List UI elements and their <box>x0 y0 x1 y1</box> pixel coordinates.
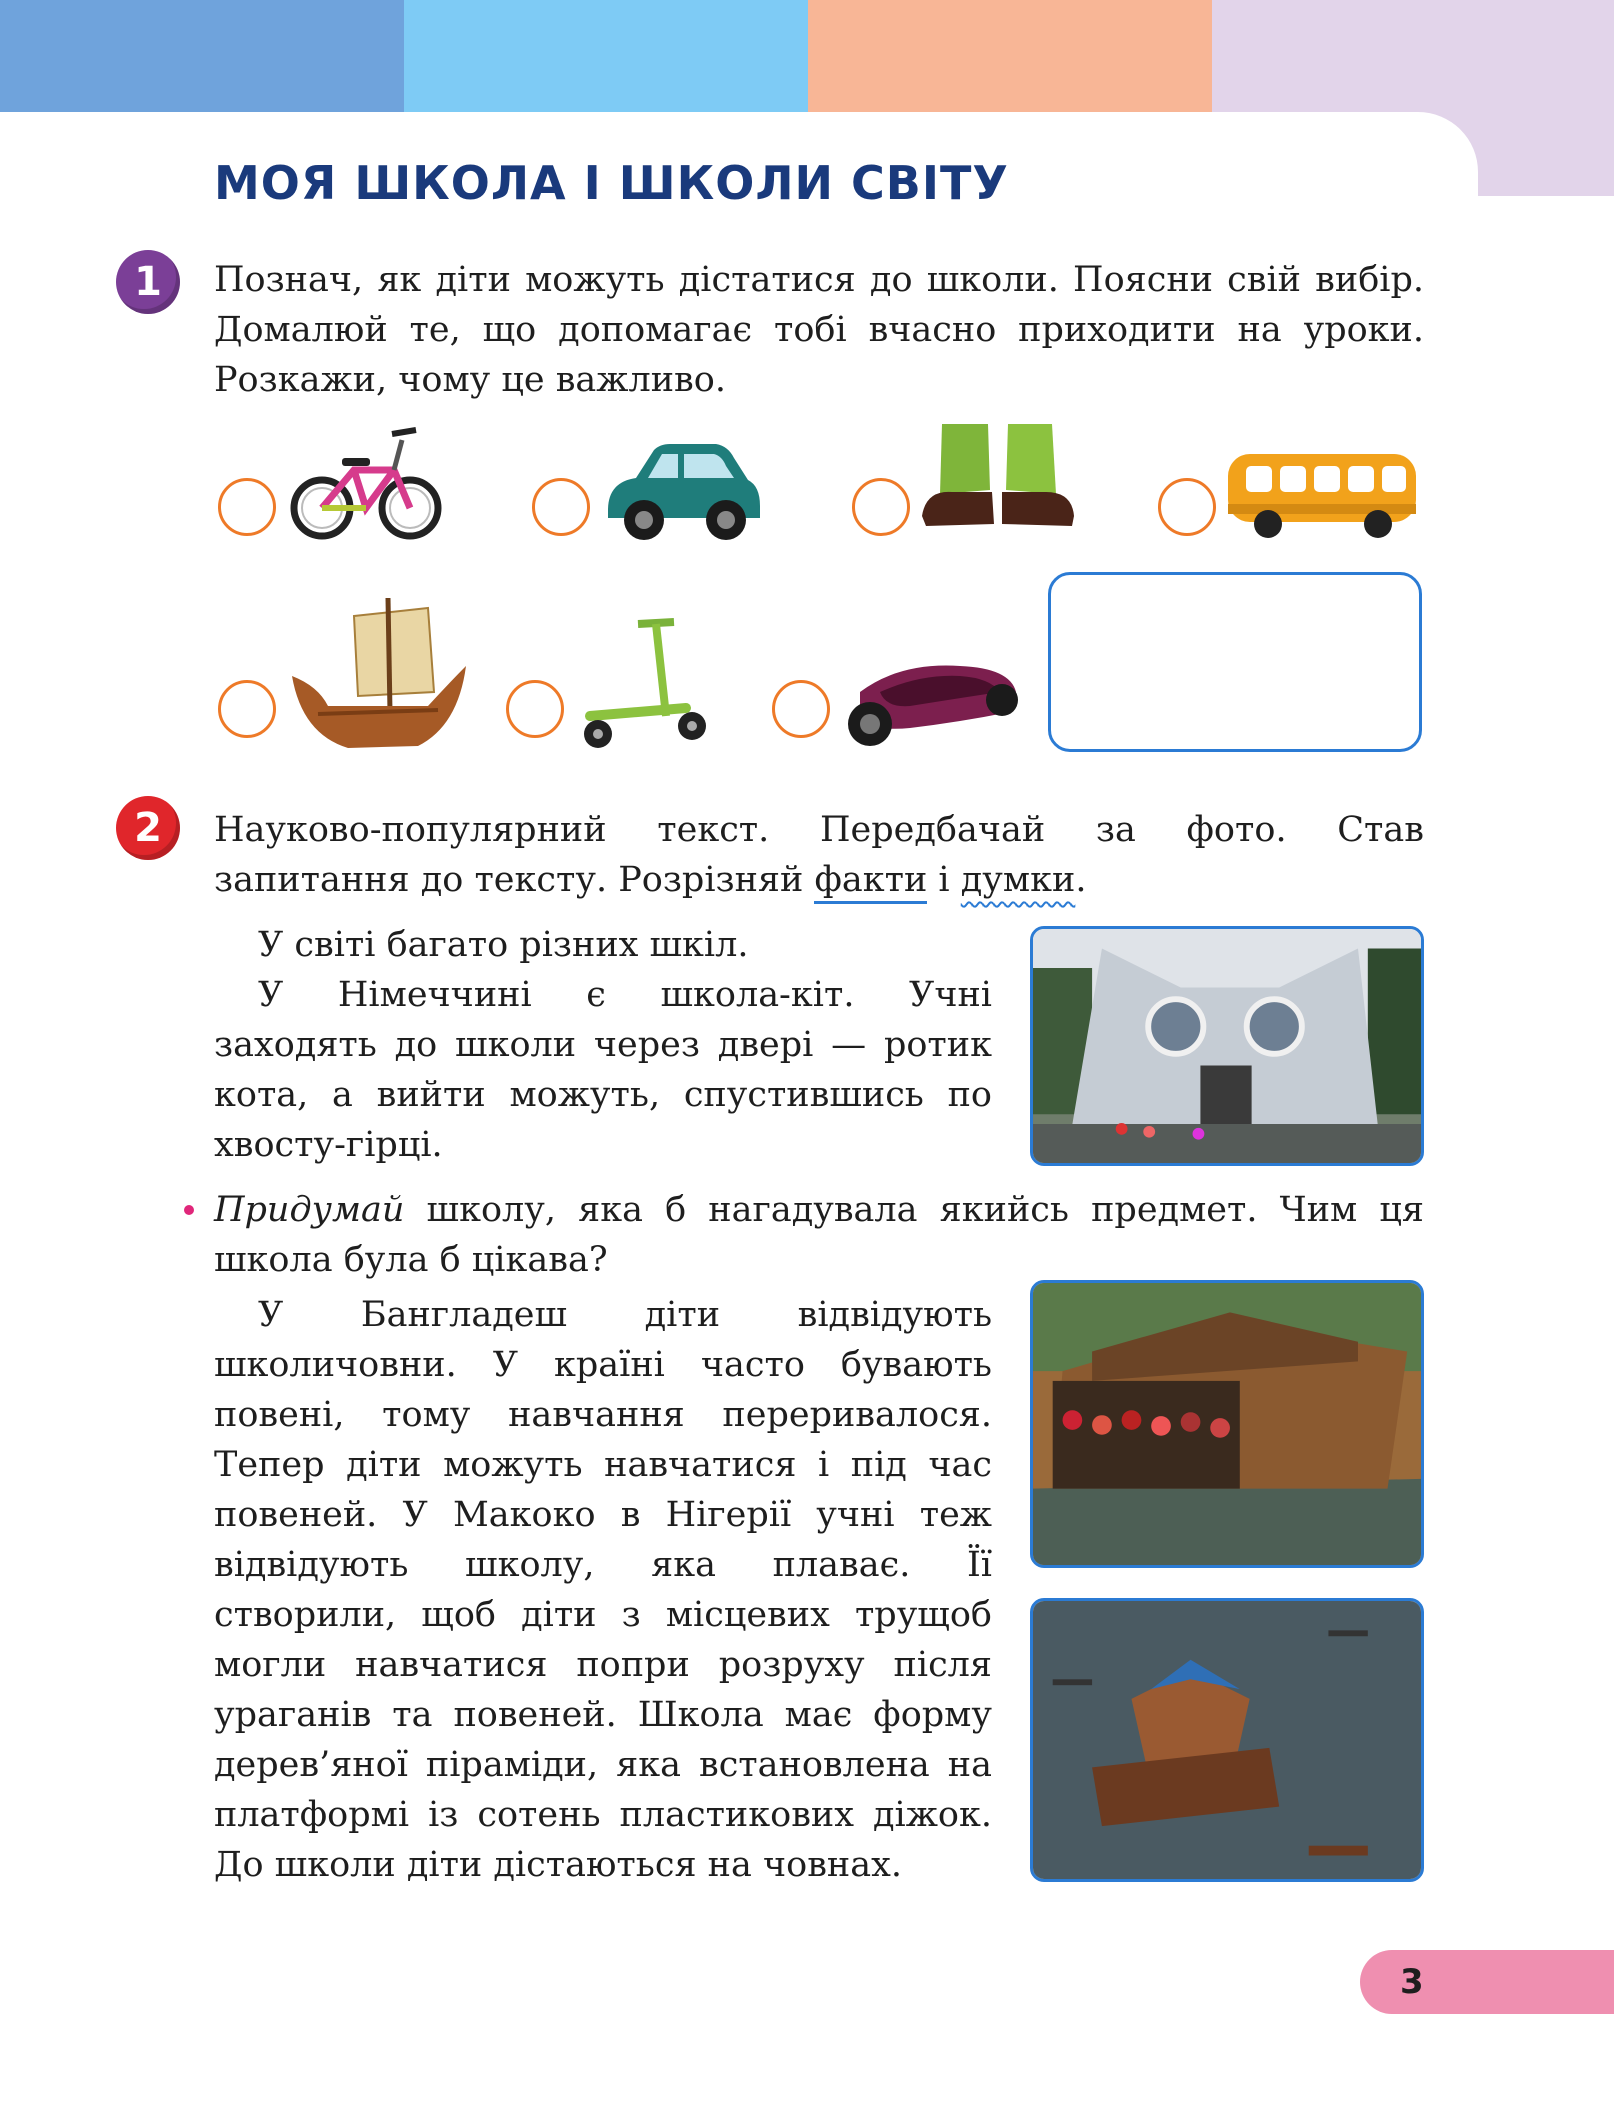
option-checkbox-car[interactable] <box>532 478 590 536</box>
task-number-1: 1 <box>116 250 180 314</box>
cat-school-photo <box>1030 926 1424 1166</box>
drawing-area[interactable] <box>1048 572 1422 752</box>
option-checkbox-bicycle[interactable] <box>218 478 276 536</box>
header-band-lightblue <box>404 0 808 112</box>
hoverboard-icon <box>840 652 1022 752</box>
bicycle-icon <box>284 420 446 546</box>
and-word: і <box>927 860 961 900</box>
opinions-word: думки <box>960 860 1076 900</box>
boots-icon <box>922 420 1074 540</box>
car-icon <box>598 440 764 544</box>
paragraph-cat-school: У Німеччині є школа-кіт. Учні заходять до школи через двері — ротик кота, а вийти можуть, спустившись по хвосту-гірці. <box>214 975 992 1165</box>
scooter-icon <box>576 612 718 752</box>
paragraph-many-schools: У світі багато різних шкіл. <box>258 925 749 965</box>
bullet-dot <box>184 1205 194 1215</box>
header-band-blue <box>0 0 404 112</box>
facts-word: факти <box>814 860 927 904</box>
boat-icon <box>288 596 468 756</box>
option-checkbox-bus[interactable] <box>1158 478 1216 536</box>
option-checkbox-boots[interactable] <box>852 478 910 536</box>
page-number: 3 <box>1400 1962 1424 2002</box>
option-checkbox-hoverboard[interactable] <box>772 680 830 738</box>
option-checkbox-scooter[interactable] <box>506 680 564 738</box>
header-band-peach <box>808 0 1212 112</box>
page-number-tab <box>1360 1950 1614 2014</box>
bus-icon <box>1224 448 1420 544</box>
bullet-invent-school: Придумай школу, яка б нагадувала якийсь предмет. Чим ця школа була б цікава? <box>214 1190 1424 1280</box>
floating-school-photo <box>1030 1598 1424 1882</box>
boat-school-photo <box>1030 1280 1424 1568</box>
task-2-intro: Науково-популярний текст. Передбачай за фото. Став запитання до тексту. Розрізняй <box>214 810 1424 900</box>
paragraph-boat-schools: У Бангладеш діти відвідують школичовни. У країні часто бувають повені, тому навчання переривалося. Тепер діти можуть навчатися і під час повеней. У Макоко в Нігерії учні теж відвідують школу, яка плаває. Її створили, щоб діти з місцевих трущоб могли навчатися попри розруху після ураганів та повеней. Школа має форму дерев’яної піраміди, яка встановлена на платформі із сотень пластикових діжок. До школи діти дістаються на човнах. <box>214 1295 992 1885</box>
task-1-text: Познач, як діти можуть дістатися до школи. Поясни свій вибір. Домалюй те, що допомагає тобі вчасно приходити на уроки. Розкажи, чому це важливо. <box>214 260 1424 400</box>
page-title: МОЯ ШКОЛА І ШКОЛИ СВІТУ <box>214 156 1009 210</box>
task-2-text <box>214 805 1424 905</box>
period: . <box>1075 860 1087 900</box>
bullet-italic-word: Придумай <box>214 1190 405 1230</box>
option-checkbox-boat[interactable] <box>218 680 276 738</box>
task-number-2: 2 <box>116 796 180 860</box>
